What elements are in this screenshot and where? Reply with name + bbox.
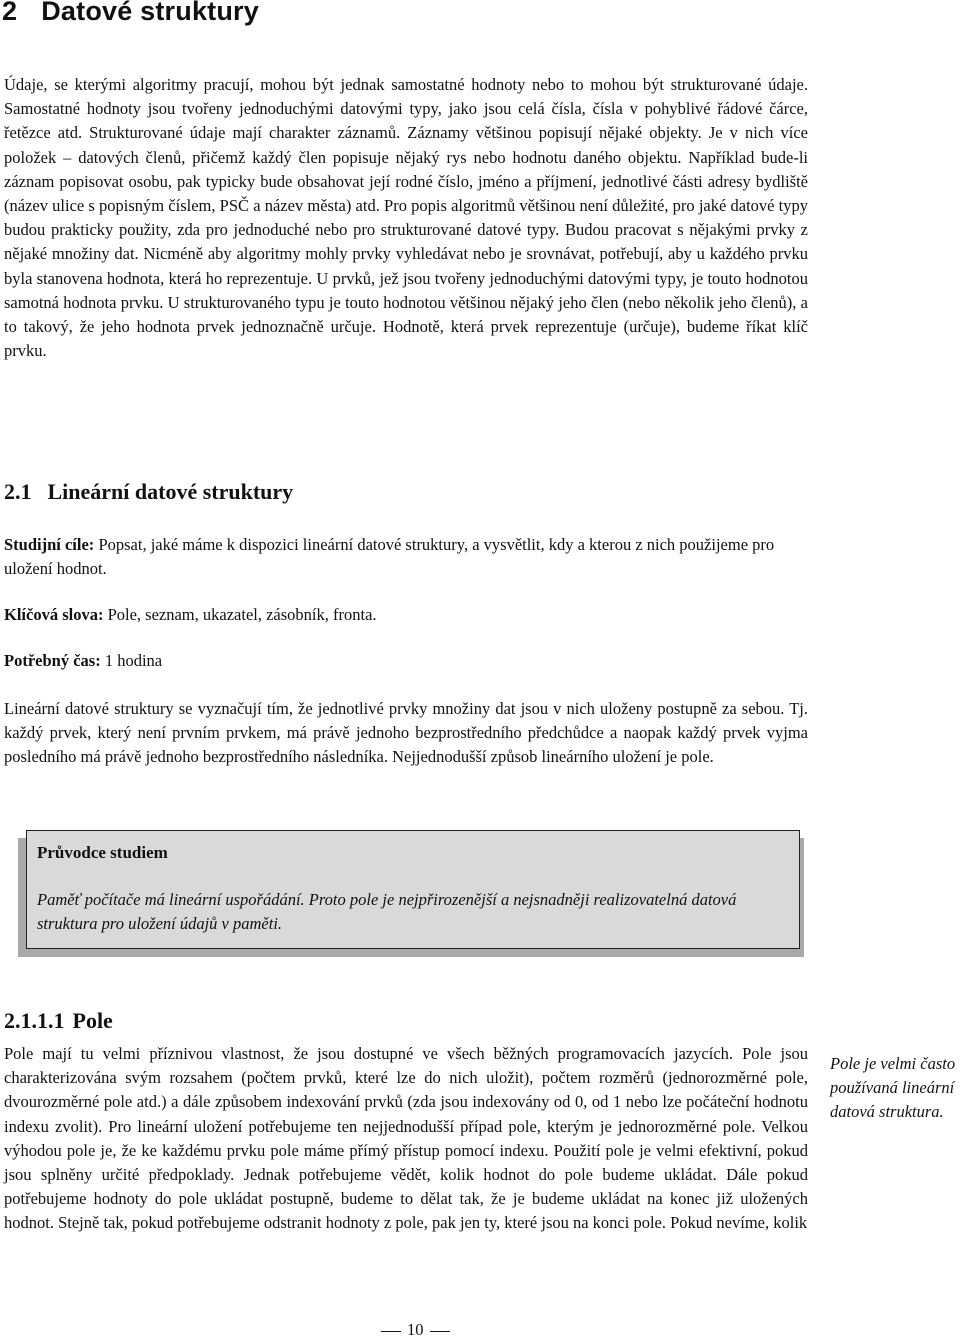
study-goals-text: Popsat, jaké máme k dispozici lineární datové struktury, a vysvětlit, kdy a kterou z nich použijeme pro uložení hodnot.	[4, 535, 775, 578]
keywords-text: Pole, seznam, ukazatel, zásobník, fronta.	[103, 605, 377, 624]
required-time	[4, 649, 808, 673]
keywords-label: Klíčová slova:	[4, 605, 104, 624]
chapter-heading	[2, 0, 259, 27]
keywords	[4, 603, 808, 627]
subsection-number: 2.1.1.1	[4, 1008, 65, 1033]
footer-dash-left	[381, 1331, 401, 1332]
subsection-body-paragraph: Pole mají tu velmi příznivou vlastnost, že jsou dostupné ve všech běžných programovacích jazycích. Pole jsou charakterizována svým rozsahem (počtem prvků, které lze do nich uložit), počtem rozměrů (jednorozměrné pole, dvourozměrné pole atd.) a dále způsobem indexování prvků (zda jsou indexovány od 0, od 1 nebo lze počáteční hodnotu indexu zvolit). Pro lineární uložení potřebujeme ten nejjednodušší případ pole, kterým je jednorozměrné pole. Velkou výhodou pole je, že ke každému prvku pole máme přímý přístup pomocí indexu. Použití pole je velmi efektivní, pokud jsou splněny určité předpoklady. Jednak potřebujeme vědět, kolik hodnot do pole budeme ukládat. Dále pokud potřebujeme hodnoty do pole ukládat postupně, budeme to dělat tak, že je budeme ukládat na konec již uložených hodnot. Stejně tak, pokud potřebujeme odstranit hodnoty z pole, pak jen ty, které jsou na konci pole. Pokud nevíme, kolik	[4, 1044, 808, 1233]
margin-note: Pole je velmi často používaná lineární datová struktura.	[830, 1054, 956, 1121]
section-number: 2.1	[4, 479, 32, 504]
required-time-text: 1 hodina	[100, 651, 163, 670]
study-goals-label: Studijní cíle:	[4, 535, 95, 554]
subsection-title: Pole	[72, 1008, 113, 1033]
section-body-paragraph: Lineární datové struktury se vyznačují tím, že jednotlivé prvky množiny dat jsou v nich uloženy postupně za sebou. Tj. každý prvek, který není prvním prvkem, má právě jednoho bezprostředního předchůdce a naopak každý prvek vyjma posledního má právě jednoho bezprostředního následníka. Nejjednodušší způsob lineárního uložení je pole.	[4, 699, 808, 767]
study-guide-panel	[26, 830, 800, 949]
required-time-label: Potřebný čas:	[4, 651, 101, 670]
chapter-intro-paragraph: Údaje, se kterými algoritmy pracují, mohou být jednak samostatné hodnoty nebo to mohou být strukturované údaje. Samostatné hodnoty jsou tvořeny jednoduchými datovými typy, jako jsou celá čísla, čísla v pohyblivé řádové čárce, řetězce atd. Strukturované údaje mají charakter záznamů. Záznamy většinou popisují nějaké objekty. Je v nich více položek – datových členů, přičemž každý člen popisuje nějaký rys nebo hodnotu daného objektu. Například bude-li záznam popisovat osobu, pak typicky bude obsahovat její rodné číslo, jméno a příjmení, jednotlivé části adresy bydliště (název ulice s popisným číslem, PSČ a název města) atd. Pro popis algoritmů většinou není důležité, pro jaké datové typy budou prakticky použity, zda pro jednoduché nebo pro strukturované datové typy. Budou pracovat s nějakými prvky z nějaké množiny dat. Nicméně aby algoritmy mohly prvky vyhledávat nebo je srovnávat, potřebují, aby u každého prvku byla stanovena hodnota, která ho reprezentuje. U prvků, jež jsou tvořeny jednoduchými datovými typy, je touto hodnotou samotná hodnota prvku. U strukturovaného typu je touto hodnotou většinou nějaký jeho člen (nebo několik jeho členů), a to takový, že jeho hodnota prvek jednoznačně určuje. Hodnotě, která prvek reprezentuje (určuje), budeme říkat klíč prvku.	[4, 75, 808, 361]
section-title: Lineární datové struktury	[47, 479, 294, 504]
chapter-title: Datové struktury	[41, 0, 259, 26]
chapter-number: 2	[2, 0, 18, 26]
subsection-heading	[4, 1008, 113, 1034]
study-guide-title: Průvodce studiem	[37, 843, 168, 862]
study-guide-box	[18, 830, 806, 957]
study-guide-text: Paměť počítače má lineární uspořádání. Proto pole je nejpřirozenější a nejsnadněji realizovatelná datová struktura pro uložení údajů v paměti.	[37, 890, 737, 933]
footer-dash-right	[430, 1331, 450, 1332]
page-number: 10	[407, 1320, 424, 1339]
study-goals	[4, 533, 808, 581]
section-heading	[4, 479, 293, 505]
page-footer	[375, 1318, 456, 1342]
